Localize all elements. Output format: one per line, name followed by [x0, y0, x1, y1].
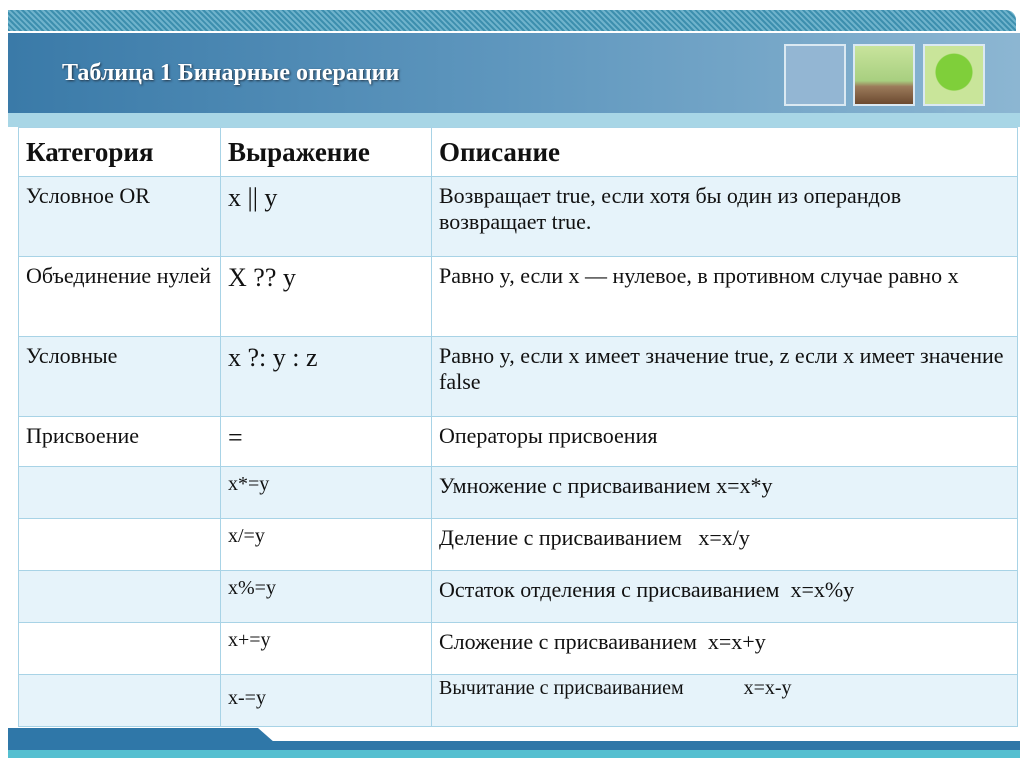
operations-table — [18, 127, 1018, 727]
table-row — [19, 623, 1018, 675]
decorative-tile — [784, 44, 846, 106]
cell-expression: x || y — [221, 177, 432, 257]
cell-expression: x ?: y : z — [221, 337, 432, 417]
leaf-image — [923, 44, 985, 106]
cell-category: Присвоение — [19, 417, 221, 467]
cell-category: Условное OR — [19, 177, 221, 257]
cell-description: Равно y, если x — нулевое, в противном случае равно x — [432, 257, 1018, 337]
table-row — [19, 467, 1018, 519]
header-description: Описание — [432, 128, 1018, 177]
sprout-image — [853, 44, 915, 106]
slide-title: Таблица 1 Бинарные операции — [62, 60, 400, 86]
cell-description: Умножение с присваиванием x=x*y — [432, 467, 1018, 519]
cell-expression: X ?? y — [221, 257, 432, 337]
cell-category — [19, 571, 221, 623]
cell-category — [19, 675, 221, 727]
table-row — [19, 257, 1018, 337]
table-row — [19, 177, 1018, 257]
cell-expression: x-=y — [221, 675, 432, 727]
cell-expression: x%=y — [221, 571, 432, 623]
table-row — [19, 519, 1018, 571]
cell-description: Возвращает true, если хотя бы один из операндов возвращает true. — [432, 177, 1018, 257]
cell-category — [19, 467, 221, 519]
header-category: Категория — [19, 128, 221, 177]
decorative-hatch-stripe — [8, 10, 1016, 31]
cell-description: Операторы присвоения — [432, 417, 1018, 467]
table-row — [19, 417, 1018, 467]
cell-description: Равно y, если x имеет значение true, z если x имеет значение false — [432, 337, 1018, 417]
table-row — [19, 571, 1018, 623]
decorative-band — [8, 113, 1020, 127]
cell-expression: x+=y — [221, 623, 432, 675]
cell-expression: = — [221, 417, 432, 467]
cell-category — [19, 519, 221, 571]
cell-expression: x/=y — [221, 519, 432, 571]
table-row — [19, 337, 1018, 417]
cell-expression: x*=y — [221, 467, 432, 519]
cell-category: Объединение нулей — [19, 257, 221, 337]
cell-description: Деление с присваиванием x=x/y — [432, 519, 1018, 571]
cell-description: Сложение с присваиванием x=x+y — [432, 623, 1018, 675]
cell-category — [19, 623, 221, 675]
footer-stripe — [8, 750, 1020, 758]
cell-description: Остаток отделения с присваиванием x=x%y — [432, 571, 1018, 623]
table-header-row — [19, 128, 1018, 177]
table-row — [19, 675, 1018, 727]
cell-description: Вычитание с присваиванием x=x-y — [432, 675, 1018, 727]
header-expression: Выражение — [221, 128, 432, 177]
cell-category: Условные — [19, 337, 221, 417]
